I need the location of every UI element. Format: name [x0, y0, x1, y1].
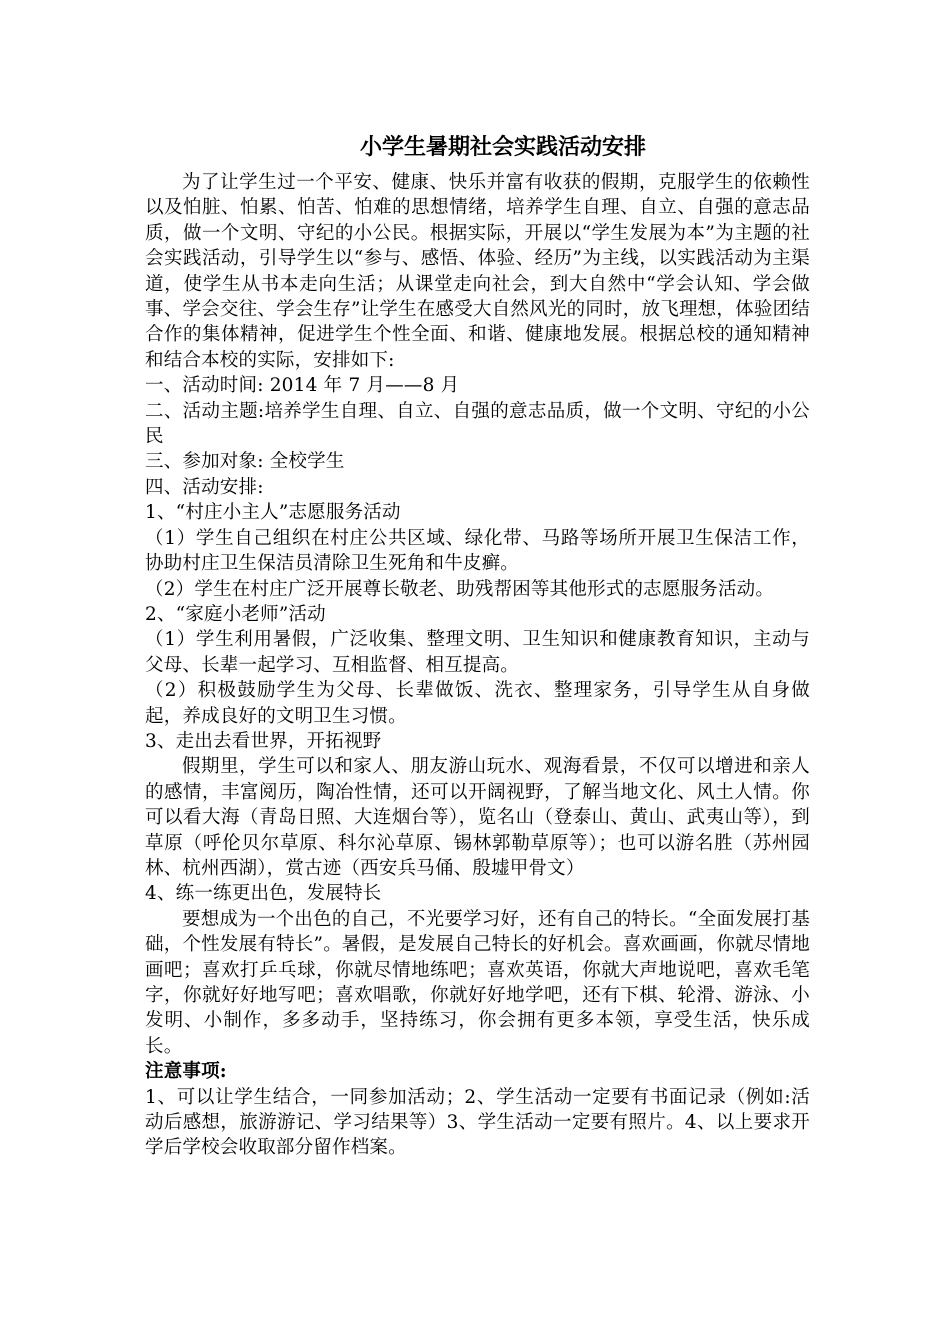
section-activity-theme: 二、活动主题:培养学生自理、自立、自强的意志品质，做一个文明、守纪的小公民	[145, 400, 810, 448]
item2-heading: 2、“家庭小老师”活动	[145, 603, 326, 625]
item4-paragraph: 要想成为一个出色的自己，不光要学习好，还有自己的特长。“全面发展打基础，个性发展有特长”。暑假，是发展自己特长的好机会。喜欢画画，你就尽情地画吧；喜欢打乒乓球，你就尽情地练吧；喜欢英语，你就大声地说吧，喜欢毛笔字，你就好好地写吧；喜欢唱歌，你就好好地学吧，还有下棋、轮滑、游泳、小发明、小制作，多多动手，坚持练习，你会拥有更多本领，享受生活，快乐成长。	[145, 908, 810, 1057]
item4-heading: 4、练一练更出色，发展特长	[145, 883, 382, 905]
intro-paragraph: 为了让学生过一个平安、健康、快乐并富有收获的假期，克服学生的依赖性以及怕脏、怕累、怕苦、怕难的思想情绪，培养学生自理、自立、自强的意志品质，做一个文明、守纪的小公民。根据实际，开展以“学生发展为本”为主题的社会实践活动，引导学生以“参与、感悟、体验、经历”为主线，以实践活动为主渠道，使学生从书本走向生活；从课堂走向社会，到大自然中“学会认知、学会做事、学会交往、学会生存”让学生在感受大自然风光的同时，放飞理想，体验团结合作的集体精神，促进学生个性全面、和谐、健康地发展。根据总校的通知精神和结合本校的实际，安排如下:	[145, 172, 810, 371]
item2-paragraph-1: （1）学生利用暑假，广泛收集、整理文明、卫生知识和健康教育知识，主动与父母、长辈一起学习、互相监督、相互提高。	[145, 629, 810, 676]
item3-heading: 3、走出去看世界，开拓视野	[145, 730, 382, 752]
document-body	[145, 170, 810, 1161]
item1-paragraph-1: （1）学生自己组织在村庄公共区域、绿化带、马路等场所开展卫生保洁工作，协助村庄卫生保洁员清除卫生死角和牛皮癣。	[145, 527, 810, 575]
item2-paragraph-2: （2）积极鼓励学生为父母、长辈做饭、洗衣、整理家务，引导学生从自身做起，养成良好的文明卫生习惯。	[145, 680, 810, 727]
notes-paragraph: 1、可以让学生结合，一同参加活动；2、学生活动一定要有书面记录（例如:活动后感想，旅游游记、学习结果等）3、学生活动一定要有照片。4、以上要求开学后学校会收取部分留作档案。	[145, 1086, 810, 1159]
item1-paragraph-2: （2）学生在村庄广泛开展尊长敬老、助残帮困等其他形式的志愿服务活动。	[145, 578, 775, 600]
section-participants: 三、参加对象: 全校学生	[145, 451, 345, 473]
section-activity-time: 一、活动时间: 2014 年 7 月——8 月	[145, 375, 460, 397]
item1-heading: 1、“村庄小主人”志愿服务活动	[145, 502, 401, 524]
section-arrangement: 四、活动安排:	[145, 476, 264, 498]
notes-heading: 注意事项:	[145, 1061, 227, 1083]
document-title: 小学生暑期社会实践活动安排	[359, 135, 646, 160]
item3-paragraph: 假期里，学生可以和家人、朋友游山玩水、观海看景，不仅可以增进和亲人的感情，丰富阅历，陶冶性情，还可以开阔视野，了解当地文化、风土人情。你可以看大海（青岛日照、大连烟台等），览名山（登泰山、黄山、武夷山等），到草原（呼伦贝尔草原、科尔沁草原、锡林郭勒草原等）；也可以游名胜（苏州园林、杭州西湖），赏古迹（西安兵马俑、殷墟甲骨文）	[145, 756, 810, 879]
